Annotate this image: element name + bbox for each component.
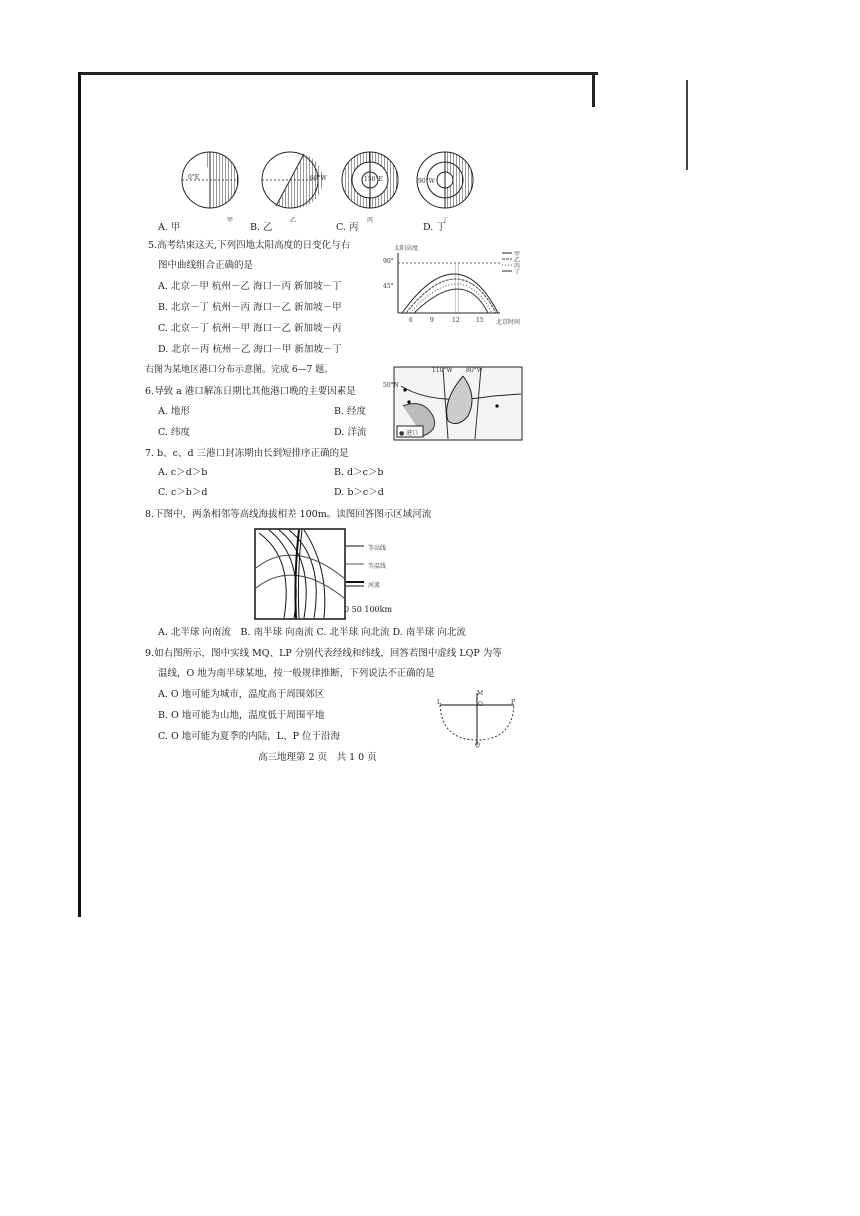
map-lon-80w: 80°W bbox=[466, 367, 483, 374]
label-q: Q bbox=[475, 742, 480, 749]
globe-ding-mark: 90°W bbox=[418, 178, 435, 185]
q6-option-d: D. 洋流 bbox=[334, 427, 367, 438]
legend-isotherm: 等温线 bbox=[368, 563, 387, 570]
globe-yi-mark: 60°W bbox=[310, 175, 327, 182]
q6-option-c: C. 纬度 bbox=[158, 427, 190, 438]
q4-option-b: B. 乙 bbox=[250, 222, 273, 233]
legend-river: 河流 bbox=[368, 582, 381, 589]
solar-chart-ytick-45: 45° bbox=[383, 283, 394, 290]
solar-chart-title: 太阳高度 bbox=[394, 245, 419, 252]
solar-chart-xlabel: 北京时间 bbox=[496, 319, 521, 326]
q5-option-b: B. 北京－丁 杭州－丙 海口－乙 新加坡－甲 bbox=[158, 302, 342, 313]
q5-stem-line1: 5.高考结束这天,下列四地太阳高度的日变化与右 bbox=[148, 240, 351, 251]
q9-option-b: B. O 地可能为山地，温度低于周围平地 bbox=[158, 710, 325, 721]
scale-bar: 0 50 100km bbox=[344, 605, 393, 614]
q5-option-d: D. 北京－丙 杭州－乙 海口－甲 新加坡－丁 bbox=[158, 344, 342, 355]
solar-chart-xtick-6: 6 bbox=[409, 317, 413, 324]
globe-ding-label: 丁 bbox=[442, 217, 449, 224]
page-edge-left bbox=[78, 72, 81, 917]
label-l: L bbox=[437, 699, 441, 706]
map-lat-50n: 50°N bbox=[383, 382, 399, 389]
globe-jia-label: 甲 bbox=[227, 217, 234, 224]
q4-option-c: C. 丙 bbox=[336, 222, 359, 233]
q6-option-b: B. 经度 bbox=[334, 406, 367, 417]
contour-legend-lines bbox=[346, 540, 366, 610]
label-p: P bbox=[511, 699, 516, 706]
page-edge-right bbox=[592, 72, 595, 107]
q9-stem-line2: 温线，O 地为南半球某地，按一般规律推断，下列说法不正确的是 bbox=[158, 668, 435, 679]
map-lon-110w: 110°W bbox=[432, 367, 453, 374]
label-o: O bbox=[478, 701, 483, 708]
q8-stem: 8.下图中，两条相邻等高线海拔相差 100m。读图回答图示区域河流 bbox=[145, 509, 432, 520]
page-edge-top bbox=[78, 72, 598, 75]
q4-option-a: A. 甲 bbox=[158, 222, 181, 233]
q7-option-c: C. c＞b＞d bbox=[158, 487, 208, 498]
q5-option-c: C. 北京－丁 杭州－甲 海口－乙 新加坡－丙 bbox=[158, 323, 342, 334]
globe-bing-label: 丙 bbox=[367, 217, 374, 224]
contour-map bbox=[254, 528, 346, 620]
q9-option-c: C. O 地可能为夏季的内陆，L、P 位于沿海 bbox=[158, 731, 340, 742]
q9-option-a: A. O 地可能为城市，温度高于周围郊区 bbox=[158, 689, 325, 700]
solar-legend-yi: 乙 bbox=[514, 257, 521, 264]
legend-contour: 等高线 bbox=[368, 545, 387, 552]
q5-stem-line2: 图中曲线组合正确的是 bbox=[158, 260, 254, 271]
q4-option-d: D. 丁 bbox=[423, 222, 446, 233]
q7-stem: 7. b、c、d 三港口封冻期由长到短排序正确的是 bbox=[145, 448, 349, 459]
page-footer: 高三地理第 2 页 共 1 0 页 bbox=[258, 752, 377, 763]
map-intro: 右图为某地区港口分布示意图。完成 6—7 题。 bbox=[145, 365, 334, 375]
q7-option-a: A. c＞d＞b bbox=[158, 467, 208, 478]
solar-chart-xtick-12: 12 bbox=[452, 317, 460, 324]
solar-legend-ding: 丁 bbox=[514, 269, 521, 276]
q7-option-d: D. b＞c＞d bbox=[334, 487, 384, 498]
solar-chart-xtick-15: 15 bbox=[476, 317, 484, 324]
page-edge-right-shadow bbox=[686, 80, 688, 170]
globe-bing-mark: 150°E bbox=[364, 176, 383, 183]
q6-option-a: A. 地形 bbox=[158, 406, 190, 417]
q4-globe-figures bbox=[180, 148, 480, 228]
solar-legend-jia: 甲 bbox=[514, 251, 521, 258]
globe-yi-label: 乙 bbox=[290, 217, 297, 224]
q8-options: A. 北半球 向南流 B. 南半球 向南流 C. 北半球 向北流 D. 南半球 向北流 bbox=[158, 627, 466, 638]
q9-meridian-figure bbox=[432, 690, 522, 750]
solar-chart-ytick-90: 90° bbox=[383, 258, 394, 265]
q6-stem: 6.导致 a 港口解冻日期比其他港口晚的主要因素是 bbox=[145, 386, 356, 397]
q9-stem-line1: 9.如右图所示，图中实线 MQ、LP 分别代表经线和纬线，回答若图中虚线 LQP 为等 bbox=[145, 648, 502, 659]
globe-jia-mark: 0°E bbox=[188, 174, 200, 181]
solar-legend-bing: 丙 bbox=[514, 263, 521, 270]
map-legend-port: ● 港口 bbox=[399, 430, 419, 437]
label-m: M bbox=[477, 690, 484, 697]
solar-chart-xtick-9: 9 bbox=[430, 317, 434, 324]
q5-option-a: A. 北京－甲 杭州－乙 海口－丙 新加坡－丁 bbox=[158, 281, 342, 292]
q7-option-b: B. d＞c＞b bbox=[334, 467, 384, 478]
